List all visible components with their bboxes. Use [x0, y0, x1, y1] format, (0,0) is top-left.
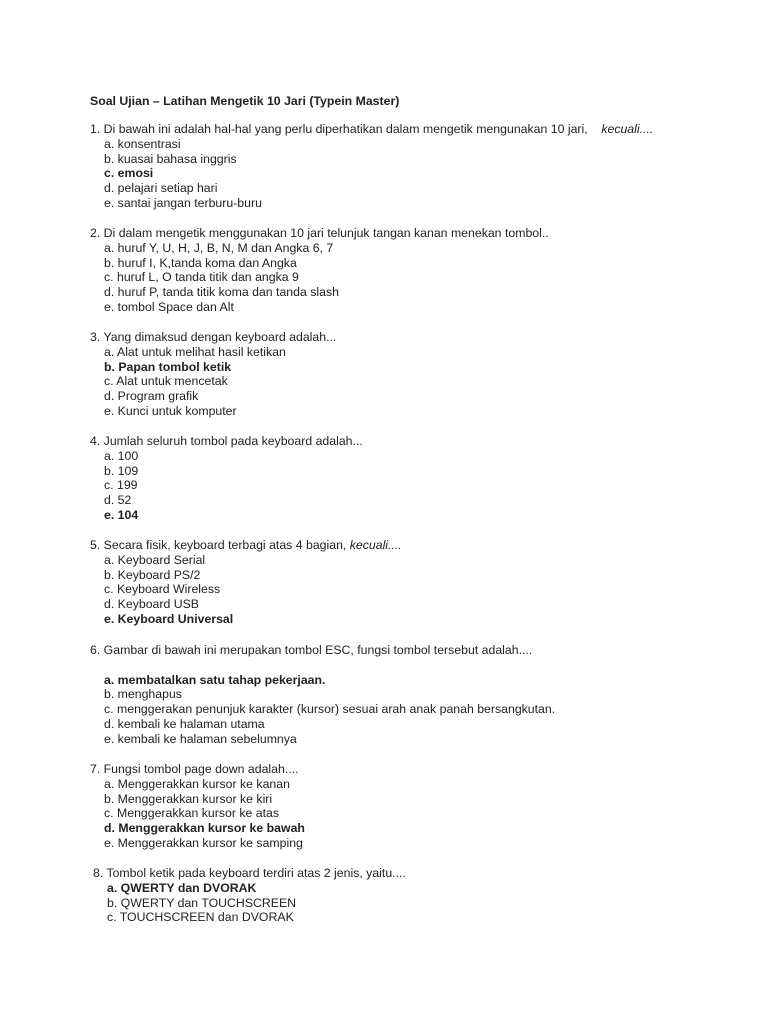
question-7 [90, 762, 305, 851]
option-c: c. huruf L, O tanda titik dan angka 9 [104, 270, 299, 285]
option-d: d. 52 [104, 493, 132, 508]
question-1 [90, 122, 653, 211]
option-d-answer: d. Menggerakkan kursor ke bawah [104, 821, 305, 836]
question-stem: 7. Fungsi tombol page down adalah.... [90, 762, 299, 776]
question-4 [90, 434, 363, 523]
option-a: a. Menggerakkan kursor ke kanan [104, 776, 290, 791]
question-stem: 6. Gambar di bawah ini merupakan tombol ESC, fungsi tombol tersebut adalah.... [90, 643, 533, 657]
option-b-answer: b. Papan tombol ketik [104, 359, 232, 374]
option-c: c. menggerakan penunjuk karakter (kursor) sesuai arah anak panah bersangkutan. [104, 702, 556, 717]
option-b: b. Menggerakkan kursor ke kiri [104, 791, 273, 806]
option-e-answer: e. Keyboard Universal [104, 611, 234, 626]
question-5 [90, 538, 402, 627]
option-b: b. Keyboard PS/2 [104, 567, 201, 582]
option-a: a. 100 [104, 448, 139, 463]
option-c-answer: c. emosi [104, 166, 154, 181]
option-c: c. TOUCHSCREEN dan DVORAK [107, 910, 294, 925]
question-stem-emphasis: kecuali.... [601, 122, 654, 136]
option-e: e. Kunci untuk komputer [104, 403, 237, 418]
option-a-answer: a. QWERTY dan DVORAK [107, 880, 257, 895]
question-stem-emphasis: kecuali.... [349, 538, 402, 552]
option-d: d. Program grafik [104, 389, 199, 404]
image-placeholder-gap [90, 658, 555, 673]
question-6 [90, 643, 555, 747]
option-c: c. Keyboard Wireless [104, 582, 221, 597]
question-2 [90, 226, 549, 315]
question-stem: 1. Di bawah ini adalah hal-hal yang perlu diperhatikan dalam mengetik mengunakan 10 jari, kecuali.... [90, 122, 654, 136]
option-d: d. huruf P, tanda titik koma dan tanda slash [104, 285, 339, 300]
option-a: a. huruf Y, U, H, J, B, N, M dan Angka 6, 7 [104, 240, 334, 255]
option-d: d. pelajari setiap hari [104, 181, 218, 196]
option-e: e. Menggerakkan kursor ke samping [104, 835, 303, 850]
option-c: c. Alat untuk mencetak [104, 374, 228, 389]
question-stem: 3. Yang dimaksud dengan keyboard adalah... [90, 330, 337, 344]
option-d: d. kembali ke halaman utama [104, 716, 265, 731]
option-a-answer: a. membatalkan satu tahap pekerjaan. [104, 672, 326, 687]
document-title: Soal Ujian – Latihan Mengetik 10 Jari (Typein Master) [90, 94, 400, 108]
option-b: b. huruf I, K,tanda koma dan Angka [104, 255, 297, 270]
question-stem: 8. Tombol ketik pada keyboard terdiri atas 2 jenis, yaitu.... [93, 866, 406, 880]
option-b: b. QWERTY dan TOUCHSCREEN [107, 895, 297, 910]
option-e-answer: e. 104 [104, 507, 139, 522]
option-b: b. 109 [104, 463, 139, 478]
option-a: a. Alat untuk melihat hasil ketikan [104, 344, 286, 359]
option-e: e. tombol Space dan Alt [104, 299, 234, 314]
option-c: c. 199 [104, 478, 138, 493]
question-3 [90, 330, 336, 419]
option-e: e. santai jangan terburu-buru [104, 195, 262, 210]
option-d: d. Keyboard USB [104, 597, 200, 612]
option-c: c. Menggerakkan kursor ke atas [104, 806, 279, 821]
option-b: b. menghapus [104, 687, 182, 702]
question-8 [93, 866, 406, 925]
option-a: a. konsentrasi [104, 136, 181, 151]
option-a: a. Keyboard Serial [104, 552, 206, 567]
question-stem: 4. Jumlah seluruh tombol pada keyboard adalah... [90, 434, 363, 448]
question-stem: 2. Di dalam mengetik menggunakan 10 jari telunjuk tangan kanan menekan tombol.. [90, 226, 549, 240]
option-b: b. kuasai bahasa inggris [104, 151, 237, 166]
option-e: e. kembali ke halaman sebelumnya [104, 731, 297, 746]
question-stem: 5. Secara fisik, keyboard terbagi atas 4 bagian, kecuali.... [90, 538, 402, 552]
